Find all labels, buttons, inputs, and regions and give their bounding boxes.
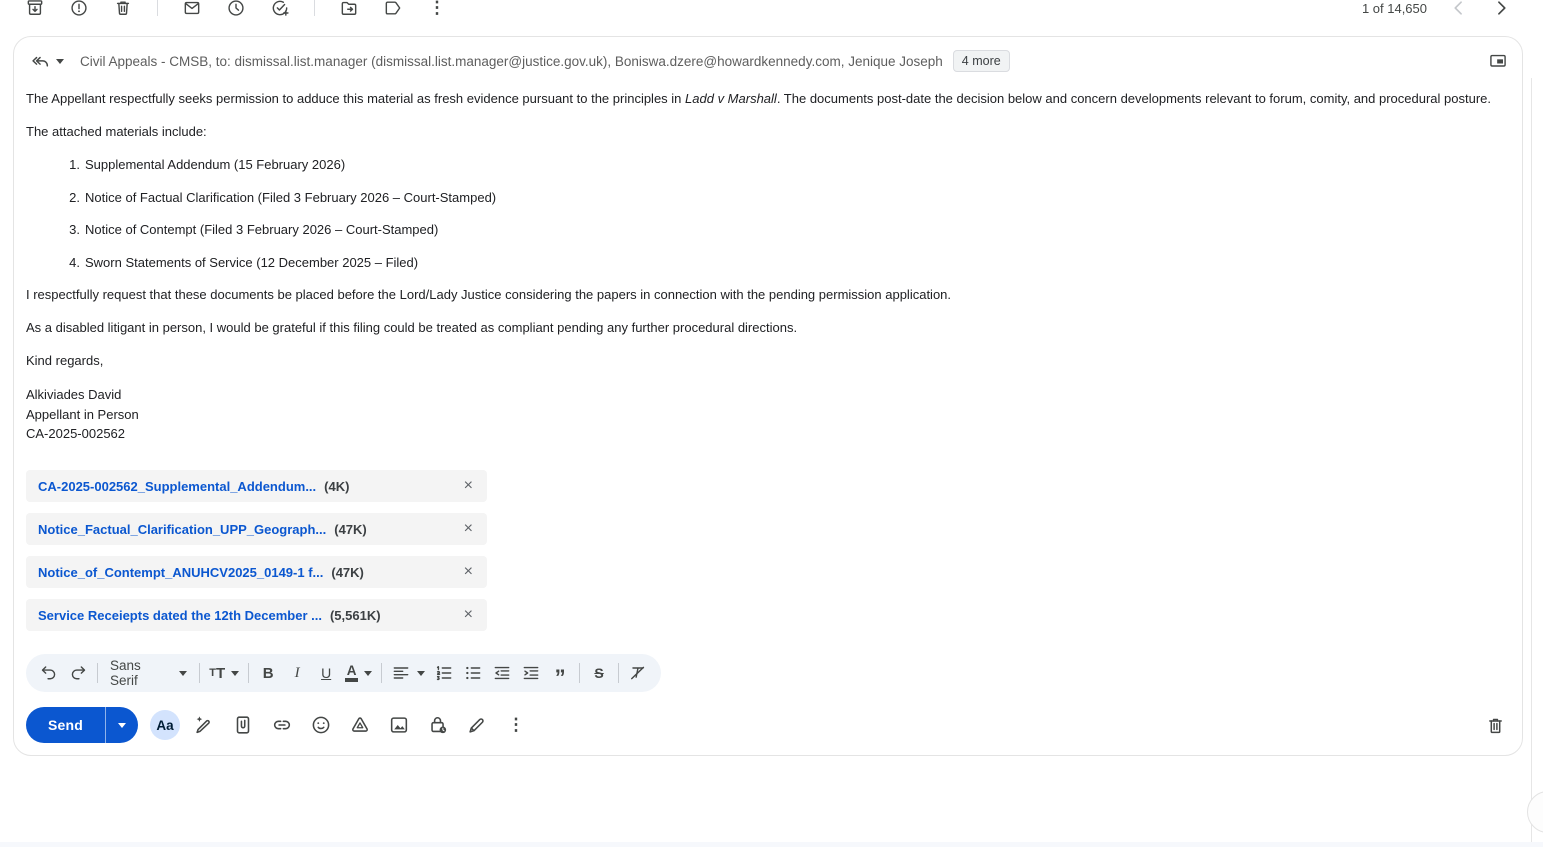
report-spam-button[interactable] xyxy=(69,0,89,16)
bulleted-list-button[interactable] xyxy=(463,661,483,685)
list-item: 2. Notice of Factual Clarification (Filed 3 February 2026 – Court-Stamped) xyxy=(69,189,497,205)
signature-line: CA-2025-002562 xyxy=(26,426,126,441)
bold-button[interactable]: B xyxy=(262,664,274,682)
indent-decrease-icon xyxy=(492,663,512,683)
labels-icon xyxy=(383,0,403,16)
attachment-list xyxy=(26,470,487,642)
discard-draft-button[interactable] xyxy=(1480,710,1510,740)
send-options-button[interactable] xyxy=(106,707,138,743)
attach-file-icon xyxy=(232,714,254,736)
remove-attachment-button[interactable]: × xyxy=(463,563,473,580)
recipients-summary[interactable]: Civil Appeals - CMSB, to: dismissal.list.manager (dismissal.list.manager@justice.gov.uk), Boniswa.dzere@howardkennedy.com, Jenique Joseph xyxy=(80,53,943,69)
signature-block xyxy=(26,385,1496,444)
archive-icon xyxy=(25,0,45,16)
chevron-down-icon xyxy=(231,671,239,676)
chevron-down-icon xyxy=(364,671,372,676)
delete-icon xyxy=(113,0,133,16)
body-paragraph: I respectfully request that these documents be placed before the Lord/Lady Justice considering the papers in connection with the pending permission application. xyxy=(26,287,952,302)
numbered-list-icon xyxy=(434,663,454,683)
attachment-chip[interactable] xyxy=(26,556,487,588)
attachment-size: (47K) xyxy=(331,564,364,580)
reply-header xyxy=(28,45,1510,77)
indent-increase-icon xyxy=(521,663,541,683)
toolbar-divider xyxy=(314,0,315,16)
newer-conversation-button[interactable] xyxy=(1449,0,1469,16)
insert-signature-button[interactable] xyxy=(462,710,492,740)
more-vert-icon: ⋮ xyxy=(428,0,446,16)
remove-attachment-button[interactable]: × xyxy=(463,606,473,623)
signature-line: Appellant in Person xyxy=(26,406,139,422)
attached-materials-list xyxy=(26,156,1496,271)
case-citation: Ladd v Marshall xyxy=(685,91,777,106)
insert-from-drive-button[interactable] xyxy=(345,710,375,740)
popout-reply-button[interactable] xyxy=(1486,49,1510,73)
more-vert-icon: ⋮ xyxy=(507,715,525,734)
underline-button[interactable]: U xyxy=(321,665,332,681)
divider xyxy=(248,663,249,683)
body-paragraph: Kind regards, xyxy=(26,353,104,368)
bottom-edge-strip xyxy=(0,842,1543,847)
body-paragraph: The Appellant respectfully seeks permission to adduce this material as fresh evidence pursuant to the principles in Ladd v Marshall. The documents post-date the decision below and concern developments relevant to forum, comity, and procedural posture. xyxy=(26,91,1492,106)
pen-sparkle-icon xyxy=(193,714,215,736)
chevron-down-icon xyxy=(56,59,64,64)
undo-icon xyxy=(39,663,59,683)
attachment-name[interactable]: Notice_of_Contempt_ANUHCV2025_0149-1 f... xyxy=(38,564,324,580)
link-icon xyxy=(271,714,293,736)
chevron-down-icon xyxy=(179,671,187,676)
reply-all-icon xyxy=(30,51,51,72)
divider xyxy=(579,663,580,683)
strikethrough-button[interactable]: S xyxy=(594,665,604,681)
send-split-button xyxy=(26,707,138,743)
attachment-chip[interactable] xyxy=(26,513,487,545)
divider xyxy=(381,663,382,683)
remove-attachment-button[interactable]: × xyxy=(463,477,473,494)
redo-icon xyxy=(68,663,88,683)
scroll-rail-divider xyxy=(1531,78,1532,842)
add-to-tasks-icon xyxy=(270,0,290,16)
popout-icon xyxy=(1488,51,1508,71)
delete-button[interactable] xyxy=(113,0,133,16)
toolbar-divider xyxy=(157,0,158,16)
insert-emoji-button[interactable] xyxy=(306,710,336,740)
divider xyxy=(199,663,200,683)
emoji-icon xyxy=(310,714,332,736)
indent-decrease-button[interactable] xyxy=(492,661,512,685)
numbered-list-button[interactable] xyxy=(434,661,454,685)
remove-formatting-icon xyxy=(628,663,648,683)
send-button[interactable]: Send xyxy=(48,717,84,733)
remove-formatting-button[interactable] xyxy=(628,661,648,685)
signature-line: Alkiviades David xyxy=(26,387,122,402)
compose-reply-card xyxy=(13,36,1523,756)
attachment-name[interactable]: Service Receiepts dated the 12th December ... xyxy=(38,607,322,623)
message-body-editor[interactable] xyxy=(26,90,1496,444)
attachment-size: (4K) xyxy=(324,478,350,494)
indent-increase-button[interactable] xyxy=(521,661,541,685)
older-conversation-button[interactable] xyxy=(1491,0,1511,16)
list-item: 1. Supplemental Addendum (15 February 2026) xyxy=(69,157,346,172)
chevron-left-icon xyxy=(1449,0,1469,16)
bulleted-list-icon xyxy=(463,663,483,683)
formatting-options-toggle[interactable]: Aa xyxy=(150,710,180,740)
text-size-icon: T T xyxy=(209,664,226,682)
pagination-counter: 1 of 14,650 xyxy=(1361,0,1427,16)
snooze-icon xyxy=(226,0,246,16)
divider xyxy=(97,663,98,683)
add-to-tasks-button[interactable] xyxy=(270,0,290,16)
confidential-mode-button[interactable] xyxy=(423,710,453,740)
mark-unread-icon xyxy=(182,0,202,16)
more-options-button[interactable] xyxy=(427,0,447,16)
chevron-down-icon xyxy=(118,723,126,728)
font-family-value: Sans Serif xyxy=(109,658,141,688)
attachment-chip[interactable] xyxy=(26,599,487,631)
snooze-button[interactable] xyxy=(226,0,246,16)
remove-attachment-button[interactable]: × xyxy=(463,520,473,537)
chevron-down-icon xyxy=(417,671,425,676)
drive-icon xyxy=(349,714,371,736)
formatting-toolbar xyxy=(26,654,661,692)
move-to-button[interactable] xyxy=(339,0,359,16)
pen-icon xyxy=(466,714,488,736)
undo-button[interactable] xyxy=(39,661,59,685)
trash-icon xyxy=(1485,715,1506,736)
reply-type-button[interactable] xyxy=(28,49,66,74)
body-paragraph: The attached materials include: xyxy=(26,124,207,139)
text-color-icon: A xyxy=(345,665,358,682)
attachment-size: (5,561K) xyxy=(329,607,381,623)
compose-action-bar xyxy=(26,707,1510,743)
chevron-right-icon xyxy=(1491,0,1511,16)
text-color-dropdown[interactable] xyxy=(345,662,372,682)
more-recipients-badge[interactable]: 4 more xyxy=(953,50,1010,72)
insert-link-button[interactable] xyxy=(267,710,297,740)
attachment-name[interactable]: Notice_Factual_Clarification_UPP_Geograph... xyxy=(38,521,327,537)
more-send-options-button[interactable] xyxy=(501,710,531,740)
mail-toolbar xyxy=(0,0,1543,16)
archive-button[interactable] xyxy=(25,0,45,16)
attachment-name[interactable]: CA-2025-002562_Supplemental_Addendum... xyxy=(38,478,317,494)
report-spam-icon xyxy=(69,0,89,16)
align-dropdown[interactable] xyxy=(391,663,425,683)
image-icon xyxy=(388,714,410,736)
attach-file-button[interactable] xyxy=(228,710,258,740)
lock-clock-icon xyxy=(427,714,449,736)
list-item: 4. Sworn Statements of Service (12 December 2025 – Filed) xyxy=(69,254,419,270)
italic-button[interactable]: I xyxy=(294,664,300,681)
align-left-icon xyxy=(391,663,411,683)
quote-button[interactable]: ” xyxy=(554,665,566,690)
attachment-size: (47K) xyxy=(334,521,367,537)
floating-button-partial[interactable] xyxy=(1527,791,1543,833)
font-family-dropdown[interactable] xyxy=(107,658,190,688)
divider xyxy=(618,663,619,683)
help-me-write-button[interactable] xyxy=(189,710,219,740)
insert-photo-button[interactable] xyxy=(384,710,414,740)
body-paragraph: As a disabled litigant in person, I would be grateful if this filing could be treated as compliant pending any further procedural directions. xyxy=(26,320,798,335)
font-size-dropdown[interactable] xyxy=(209,666,239,681)
move-to-icon xyxy=(339,0,359,16)
redo-button[interactable] xyxy=(68,661,88,685)
attachment-chip[interactable] xyxy=(26,470,487,502)
mark-unread-button[interactable] xyxy=(182,0,202,16)
labels-button[interactable] xyxy=(383,0,403,16)
list-item: 3. Notice of Contempt (Filed 3 February 2026 – Court-Stamped) xyxy=(69,222,439,237)
